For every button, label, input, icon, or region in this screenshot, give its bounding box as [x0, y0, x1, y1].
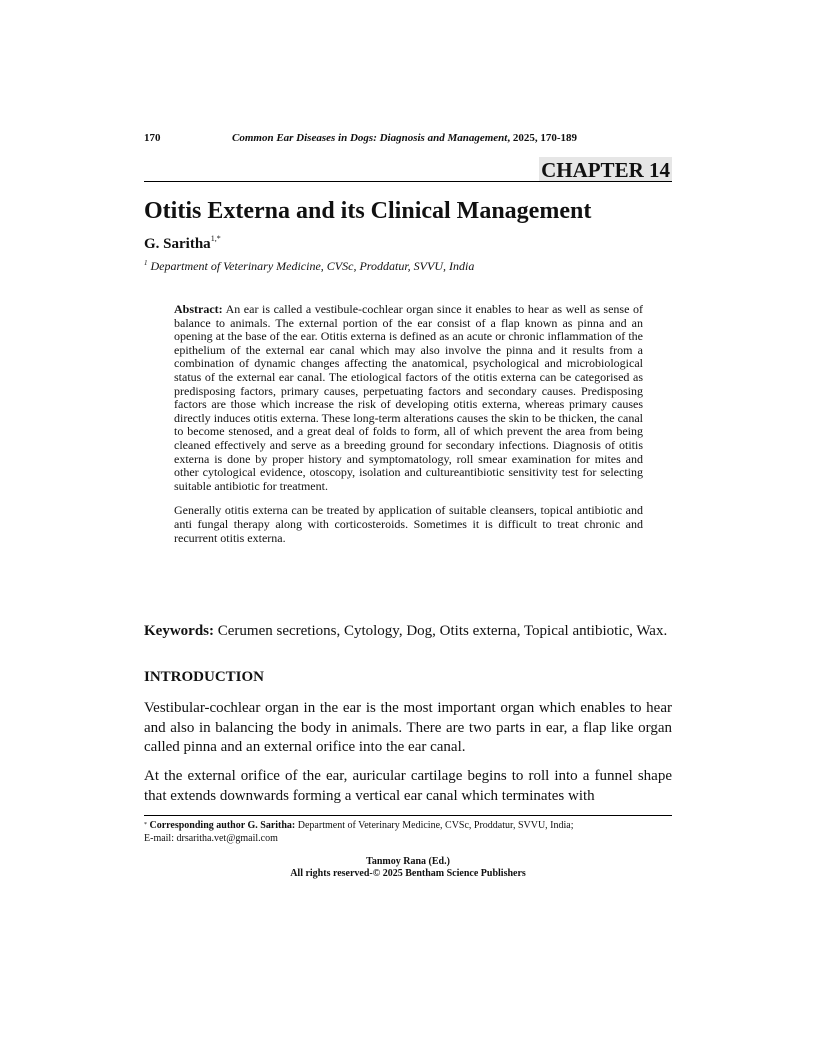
introduction-paragraph-2: At the external orifice of the ear, auricular cartilage begins to roll into a funnel shape that extends downwards forming a vertical ear canal which terminates with: [144, 768, 672, 804]
abstract-paragraph-1: [174, 303, 643, 493]
footnote-mark: *: [144, 822, 147, 828]
editor-line: Tanmoy Rana (Ed.): [366, 856, 450, 867]
footnote: [144, 819, 672, 845]
author-line: [144, 236, 221, 253]
footnote-label: Corresponding author G. Saritha:: [149, 820, 296, 831]
affiliation-text: Department of Veterinary Medicine, CVSc, Proddatur, SVVU, India: [150, 259, 475, 273]
affiliation: [144, 259, 474, 274]
abstract-text-1: An ear is called a vestibule-cochlear organ since it enables to hear as well as sense of balance to animals. The external portion of the ear consist of a flap known as pinna and an opening at the base of the ear. Otitis externa is defined as an acute or chronic inflammation of the epithelium of the external ear canal which may also involve the pinna and it results from a combination of dynamic changes affecting the anatomical, psychological and microbiological status of the external ear canal. The etiological factors of the otitis externa can be categorised as predisposing factors, primary causes, perpetuating factors and secondary causes. Predisposing factors are those which increase the risk of developing otitis externa, whereas primary causes directly induces otitis externa. These long-term alterations causes the skin to be thicken, the canal to become stenosed, and a great deal of folds to form, all of which prevent the area from being cleaned effectively and serve as a breeding ground for secondary infections. Diagnosis of otitis externa is done by proper history and symptomatology, roll smear examination for mites and other cytological evidence, otoscopy, isolation and cultureantibiotic sensitivity test for selecting suitable antibiotic for treatment.: [174, 302, 643, 493]
keywords-text: Cerumen secretions, Cytology, Dog, Otits externa, Topical antibiotic, Wax.: [214, 623, 668, 639]
abstract-paragraph-2: Generally otitis externa can be treated by application of suitable cleansers, topical antibiotic and anti fungal therapy along with corticosteroids. Sometimes it is difficult to treat chronic and recurrent otitis externa.: [174, 503, 643, 545]
affiliation-mark: 1: [144, 259, 148, 267]
author-marks: 1,*: [210, 234, 221, 243]
keywords: [144, 622, 672, 641]
abstract-block: [174, 303, 643, 545]
page-number: 170: [144, 132, 161, 144]
footnote-rule: [144, 815, 672, 816]
chapter-label: CHAPTER 14: [541, 158, 670, 182]
book-title: Common Ear Diseases in Dogs: Diagnosis and Management: [232, 132, 508, 144]
chapter-title: Otitis Externa and its Clinical Management: [144, 198, 592, 224]
keywords-label: Keywords:: [144, 623, 214, 639]
abstract-label: Abstract:: [174, 302, 223, 316]
footnote-text: Department of Veterinary Medicine, CVSc, Proddatur, SVVU, India;: [295, 820, 574, 831]
book-source: [232, 132, 577, 144]
footnote-email: E-mail: drsaritha.vet@gmail.com: [144, 833, 278, 844]
introduction-paragraph-1: Vestibular-cochlear organ in the ear is the most important organ which enables to hear and also in balancing the body in animals. There are two parts in ear, a flap like organ called pinna and an external orifice into the ear canal.: [144, 700, 672, 756]
section-heading-introduction: INTRODUCTION: [144, 669, 265, 685]
rights-line: All rights reserved-© 2025 Bentham Science Publishers: [290, 868, 526, 879]
year-pages: , 2025, 170-189: [507, 132, 578, 144]
footnote-line-1: [144, 819, 672, 832]
author-name: G. Saritha: [144, 236, 211, 252]
publisher-block: [144, 856, 672, 880]
chapter-rule: [144, 181, 672, 182]
